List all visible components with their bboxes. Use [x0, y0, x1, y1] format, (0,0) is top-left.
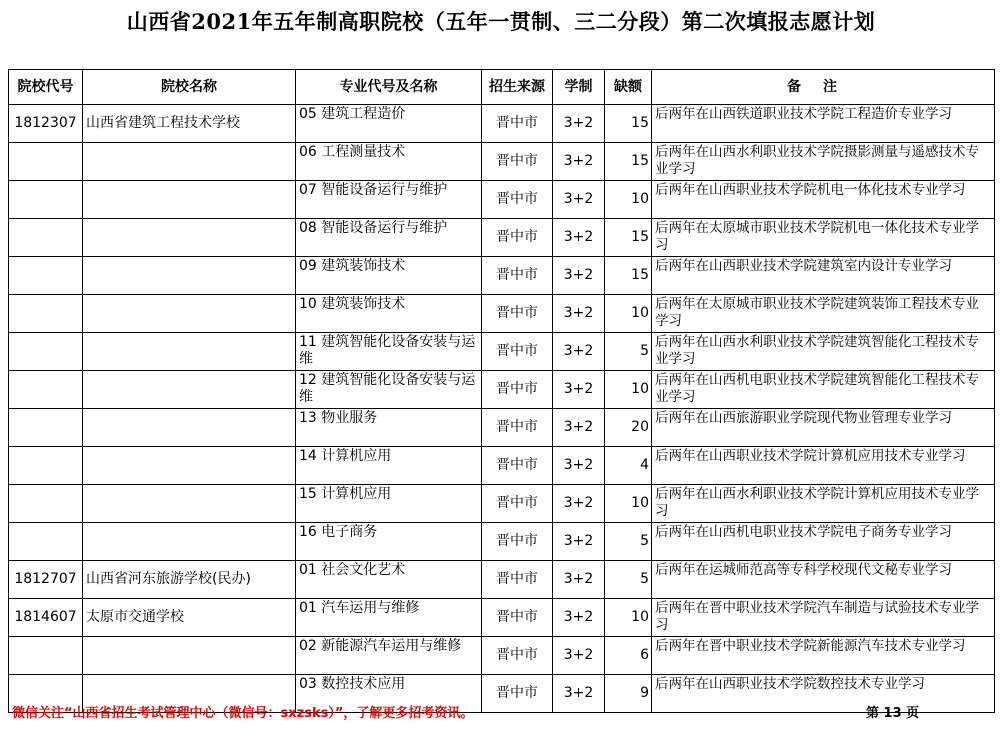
header-quota: 缺额: [605, 70, 652, 105]
remark-cell: 后两年在山西职业技术学院机电一体化技术专业学习: [652, 181, 995, 219]
table-row: [9, 105, 995, 143]
remark-cell: 后两年在山西职业技术学院建筑室内设计专业学习: [652, 257, 995, 295]
major-cell: 11 建筑智能化设备安装与运维: [296, 333, 482, 371]
major-cell: 16 电子商务: [296, 523, 482, 561]
page-title: 山西省2021年五年制高职院校（五年一贯制、三二分段）第二次填报志愿计划: [126, 9, 876, 34]
source-cell: 晋中市: [482, 219, 553, 257]
major-cell: 01 汽车运用与维修: [296, 599, 482, 637]
school-name-cell: [83, 409, 296, 447]
school-name-cell: [83, 523, 296, 561]
quota-cell: 20: [605, 409, 652, 447]
quota-cell: 5: [605, 333, 652, 371]
quota-cell: 10: [605, 295, 652, 333]
quota-cell: 4: [605, 447, 652, 485]
remark-cell: 后两年在运城师范高等专科学校现代文秘专业学习: [652, 561, 995, 599]
table-header-row: [9, 70, 995, 105]
remark-cell: 后两年在晋中职业技术学院新能源汽车技术专业学习: [652, 637, 995, 675]
source-cell: 晋中市: [482, 637, 553, 675]
plan-table: [8, 69, 995, 713]
table-row: [9, 143, 995, 181]
header-remark-label: 备注: [787, 78, 859, 95]
remark-cell: 后两年在山西机电职业技术学院电子商务专业学习: [652, 523, 995, 561]
major-cell: 02 新能源汽车运用与维修: [296, 637, 482, 675]
school-code-cell: [9, 143, 83, 181]
quota-cell: 10: [605, 485, 652, 523]
school-name-cell: [83, 333, 296, 371]
school-code-cell: 1814607: [9, 599, 83, 637]
school-name-cell: 山西省建筑工程技术学校: [83, 105, 296, 143]
source-cell: 晋中市: [482, 561, 553, 599]
length-cell: 3+2: [553, 637, 605, 675]
source-cell: 晋中市: [482, 257, 553, 295]
header-remark: [652, 70, 995, 105]
school-name-cell: [83, 257, 296, 295]
major-cell: 07 智能设备运行与维护: [296, 181, 482, 219]
major-cell: 12 建筑智能化设备安装与运维: [296, 371, 482, 409]
length-cell: 3+2: [553, 333, 605, 371]
remark-cell: 后两年在太原城市职业技术学院建筑装饰工程技术专业学习: [652, 295, 995, 333]
school-code-cell: [9, 257, 83, 295]
major-cell: 05 建筑工程造价: [296, 105, 482, 143]
header-name: 院校名称: [83, 70, 296, 105]
school-name-cell: [83, 219, 296, 257]
remark-cell: 后两年在山西水利职业技术学院摄影测量与遥感技术专业学习: [652, 143, 995, 181]
source-cell: 晋中市: [482, 143, 553, 181]
major-cell: 03 数控技术应用: [296, 675, 482, 713]
table-row: [9, 447, 995, 485]
school-code-cell: [9, 523, 83, 561]
remark-cell: 后两年在山西职业技术学院计算机应用技术专业学习: [652, 447, 995, 485]
length-cell: 3+2: [553, 257, 605, 295]
source-cell: 晋中市: [482, 181, 553, 219]
length-cell: 3+2: [553, 599, 605, 637]
source-cell: 晋中市: [482, 447, 553, 485]
major-cell: 14 计算机应用: [296, 447, 482, 485]
source-cell: 晋中市: [482, 485, 553, 523]
page-number: 第 13 页: [866, 706, 920, 721]
header-code: 院校代号: [9, 70, 83, 105]
table-row: [9, 637, 995, 675]
source-cell: 晋中市: [482, 675, 553, 713]
school-code-cell: [9, 181, 83, 219]
school-name-cell: [83, 371, 296, 409]
length-cell: 3+2: [553, 181, 605, 219]
table-row: [9, 295, 995, 333]
table-row: [9, 257, 995, 295]
school-name-cell: [83, 181, 296, 219]
school-code-cell: [9, 333, 83, 371]
table-row: [9, 485, 995, 523]
source-cell: 晋中市: [482, 295, 553, 333]
school-code-cell: 1812307: [9, 105, 83, 143]
wechat-notice: 微信关注“山西省招生考试管理中心（微信号：sxzsks）”，了解更多招考资讯。: [12, 706, 474, 721]
school-name-cell: [83, 295, 296, 333]
remark-cell: 后两年在山西旅游职业学院现代物业管理专业学习: [652, 409, 995, 447]
remark-cell: 后两年在山西水利职业技术学院建筑智能化工程技术专业学习: [652, 333, 995, 371]
length-cell: 3+2: [553, 409, 605, 447]
remark-cell: 后两年在山西机电职业技术学院建筑智能化工程技术专业学习: [652, 371, 995, 409]
school-code-cell: [9, 485, 83, 523]
school-code-cell: [9, 295, 83, 333]
quota-cell: 15: [605, 143, 652, 181]
source-cell: 晋中市: [482, 105, 553, 143]
major-cell: 09 建筑装饰技术: [296, 257, 482, 295]
table-row: [9, 523, 995, 561]
length-cell: 3+2: [553, 105, 605, 143]
source-cell: 晋中市: [482, 333, 553, 371]
school-name-cell: 太原市交通学校: [83, 599, 296, 637]
school-code-cell: [9, 637, 83, 675]
school-code-cell: [9, 371, 83, 409]
length-cell: 3+2: [553, 561, 605, 599]
source-cell: 晋中市: [482, 599, 553, 637]
remark-cell: 后两年在山西铁道职业技术学院工程造价专业学习: [652, 105, 995, 143]
length-cell: 3+2: [553, 143, 605, 181]
source-cell: 晋中市: [482, 371, 553, 409]
length-cell: 3+2: [553, 447, 605, 485]
quota-cell: 5: [605, 561, 652, 599]
table-row: [9, 333, 995, 371]
source-cell: 晋中市: [482, 523, 553, 561]
table-row: [9, 219, 995, 257]
school-name-cell: [83, 143, 296, 181]
length-cell: 3+2: [553, 295, 605, 333]
quota-cell: 10: [605, 371, 652, 409]
source-cell: 晋中市: [482, 409, 553, 447]
table-row: [9, 371, 995, 409]
header-length: 学制: [553, 70, 605, 105]
length-cell: 3+2: [553, 371, 605, 409]
school-name-cell: [83, 485, 296, 523]
school-code-cell: [9, 447, 83, 485]
school-code-cell: [9, 219, 83, 257]
table-row: [9, 561, 995, 599]
major-cell: 01 社会文化艺术: [296, 561, 482, 599]
length-cell: 3+2: [553, 523, 605, 561]
quota-cell: 10: [605, 599, 652, 637]
school-code-cell: [9, 409, 83, 447]
table-row: [9, 181, 995, 219]
school-code-cell: 1812707: [9, 561, 83, 599]
major-cell: 10 建筑装饰技术: [296, 295, 482, 333]
quota-cell: 10: [605, 181, 652, 219]
length-cell: 3+2: [553, 485, 605, 523]
table-row: [9, 599, 995, 637]
header-source: 招生来源: [482, 70, 553, 105]
remark-cell: 后两年在太原城市职业技术学院机电一体化技术专业学习: [652, 219, 995, 257]
remark-cell: 后两年在晋中职业技术学院汽车制造与试验技术专业学习: [652, 599, 995, 637]
remark-cell: 后两年在山西水利职业技术学院计算机应用技术专业学习: [652, 485, 995, 523]
major-cell: 15 计算机应用: [296, 485, 482, 523]
quota-cell: 15: [605, 257, 652, 295]
major-cell: 13 物业服务: [296, 409, 482, 447]
quota-cell: 6: [605, 637, 652, 675]
quota-cell: 5: [605, 523, 652, 561]
quota-cell: 9: [605, 675, 652, 713]
table-row: [9, 409, 995, 447]
school-name-cell: [83, 447, 296, 485]
major-cell: 06 工程测量技术: [296, 143, 482, 181]
length-cell: 3+2: [553, 219, 605, 257]
header-major: 专业代号及名称: [296, 70, 482, 105]
remark-cell: 后两年在山西职业技术学院数控技术专业学习: [652, 675, 995, 713]
school-name-cell: [83, 637, 296, 675]
major-cell: 08 智能设备运行与维护: [296, 219, 482, 257]
quota-cell: 15: [605, 219, 652, 257]
quota-cell: 15: [605, 105, 652, 143]
school-name-cell: 山西省河东旅游学校(民办): [83, 561, 296, 599]
length-cell: 3+2: [553, 675, 605, 713]
table-body: [9, 105, 995, 713]
